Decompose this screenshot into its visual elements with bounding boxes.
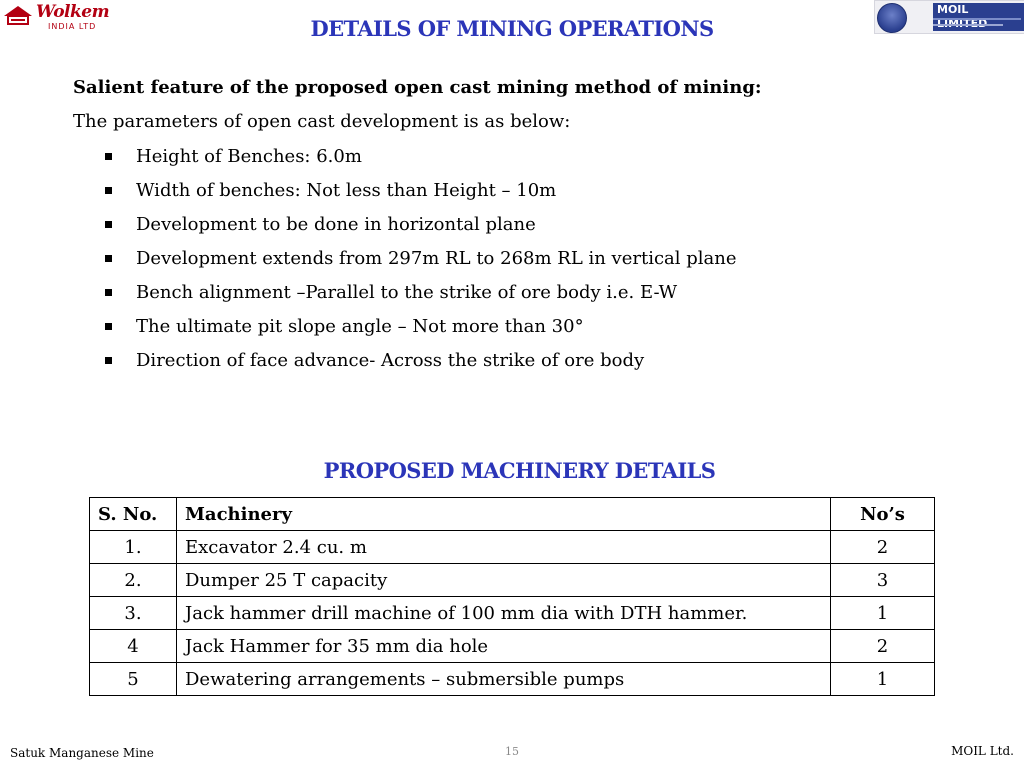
list-item	[73, 310, 953, 344]
machinery-table	[89, 497, 935, 696]
list-item-text: Direction of face advance- Across the strike of ore body	[136, 350, 645, 371]
list-item-text: The ultimate pit slope angle – Not more than 30°	[136, 316, 584, 337]
cell-quantity: 1	[831, 663, 935, 696]
list-item-text: Width of benches: Not less than Height – 10m	[136, 180, 557, 201]
page-title: DETAILS OF MINING OPERATIONS	[310, 16, 714, 41]
cell-machinery: Jack Hammer for 35 mm dia hole	[177, 630, 831, 663]
table-row	[90, 663, 935, 696]
list-item-text: Development to be done in horizontal plane	[136, 214, 536, 235]
column-header-quantity: No’s	[831, 498, 935, 531]
list-item	[73, 208, 953, 242]
cell-machinery: Dumper 25 T capacity	[177, 564, 831, 597]
table-row	[90, 630, 935, 663]
cell-machinery: Jack hammer drill machine of 100 mm dia with DTH hammer.	[177, 597, 831, 630]
column-header-sno: S. No.	[90, 498, 177, 531]
table-header-row	[90, 498, 935, 531]
main-content	[73, 74, 953, 378]
cell-quantity: 2	[831, 531, 935, 564]
wolkem-logo-subtext: INDIA LTD	[48, 22, 97, 31]
cell-sno: 1.	[90, 531, 177, 564]
cell-machinery: Excavator 2.4 cu. m	[177, 531, 831, 564]
footer-company-name: MOIL Ltd.	[951, 744, 1014, 758]
list-item-text: Development extends from 297m RL to 268m RL in vertical plane	[136, 248, 737, 269]
list-item	[73, 344, 953, 378]
cell-sno: 5	[90, 663, 177, 696]
square-bullet-icon	[105, 289, 112, 296]
footer-mine-name: Satuk Manganese Mine	[10, 746, 154, 760]
list-item-text: Bench alignment –Parallel to the strike of ore body i.e. E-W	[136, 282, 678, 303]
cell-quantity: 2	[831, 630, 935, 663]
list-item	[73, 276, 953, 310]
parameter-list	[73, 140, 953, 378]
section-heading: Salient feature of the proposed open cast mining method of mining:	[73, 77, 762, 98]
cell-quantity: 1	[831, 597, 935, 630]
footer-page-number: 15	[505, 745, 519, 758]
square-bullet-icon	[105, 323, 112, 330]
column-header-machinery: Machinery	[177, 498, 831, 531]
square-bullet-icon	[105, 255, 112, 262]
list-item-text: Height of Benches: 6.0m	[136, 146, 362, 167]
square-bullet-icon	[105, 153, 112, 160]
moil-logo-text: MOIL	[933, 3, 1024, 31]
wolkem-logo-text: Wolkem	[36, 2, 110, 22]
table-row	[90, 597, 935, 630]
list-item	[73, 174, 953, 208]
square-bullet-icon	[105, 357, 112, 364]
list-item	[73, 140, 953, 174]
cell-quantity: 3	[831, 564, 935, 597]
cell-machinery: Dewatering arrangements – submersible pumps	[177, 663, 831, 696]
square-bullet-icon	[105, 221, 112, 228]
intro-text: The parameters of open cast development is as below:	[73, 111, 571, 132]
table-row	[90, 564, 935, 597]
cell-sno: 2.	[90, 564, 177, 597]
machinery-section-title: PROPOSED MACHINERY DETAILS	[323, 458, 716, 483]
table-row	[90, 531, 935, 564]
cell-sno: 4	[90, 630, 177, 663]
cell-sno: 3.	[90, 597, 177, 630]
list-item	[73, 242, 953, 276]
square-bullet-icon	[105, 187, 112, 194]
